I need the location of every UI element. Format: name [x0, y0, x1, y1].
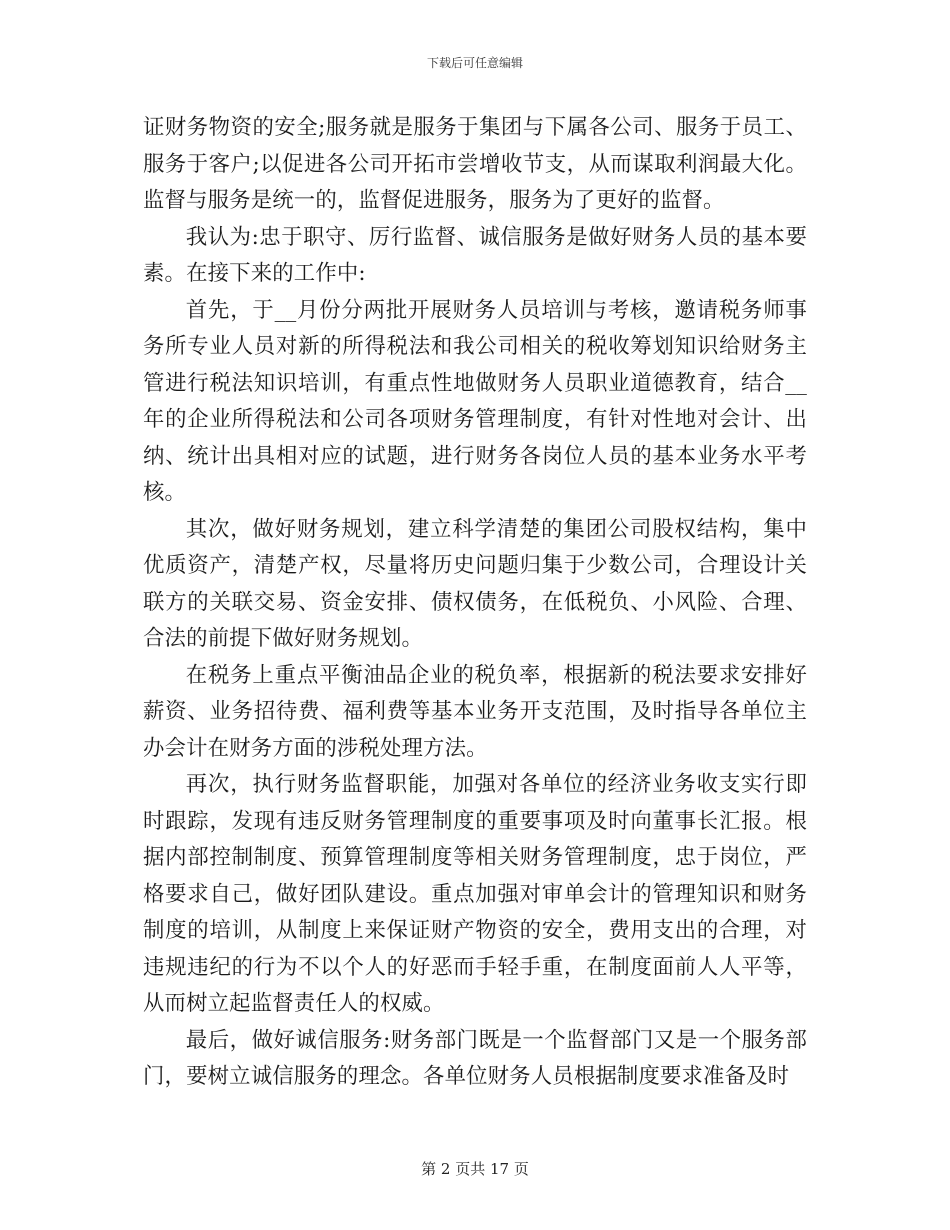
page-header: 下载后可任意编辑: [426, 56, 523, 70]
paragraph-first: 首先，于__月份分两批开展财务人员培训与考核，邀请税务师事务所专业人员对新的所得税法和我公司相关的税收筹划知识给财务主管进行税法知识培训，有重点性地做财务人员职业道德教育，结合__年的企业所得税法和公司各项财务管理制度，有针对性地对会计、出纳、统计出具相对应的试题，进行财务各岗位人员的基本业务水平考核。: [143, 297, 807, 505]
paragraph-tax: 在税务上重点平衡油品企业的税负率，根据新的税法要求安排好薪资、业务招待费、福利费等基本业务开支范围，及时指导各单位主办会计在财务方面的涉税处理方法。: [143, 662, 807, 761]
document-body: [143, 110, 807, 1096]
page-number-footer: 第 2 页共 17 页: [421, 1160, 529, 1178]
paragraph-basic-elements: 我认为:忠于职守、厉行监督、诚信服务是做好财务人员的基本要素。在接下来的工作中:: [143, 224, 807, 286]
paragraph-third: 再次，执行财务监督职能，加强对各单位的经济业务收支实行即时跟踪，发现有违反财务管理制度的重要事项及时向董事长汇报。根据内部控制制度、预算管理制度等相关财务管理制度，忠于岗位，严格要求自己，做好团队建设。重点加强对审单会计的管理知识和财务制度的培训，从制度上来保证财产物资的安全，费用支出的合理，对违规违纪的行为不以个人的好恶而手轻手重，在制度面前人人平等，从而树立起监督责任人的权威。: [143, 772, 807, 1016]
paragraph-last: 最后，做好诚信服务:财务部门既是一个监督部门又是一个服务部门，要树立诚信服务的理念。各单位财务人员根据制度要求准备及时: [143, 1027, 807, 1089]
paragraph-continuation: 证财务物资的安全;服务就是服务于集团与下属各公司、服务于员工、服务于客户;以促进各公司开拓市尝增收节支，从而谋取利润最大化。监督与服务是统一的，监督促进服务，服务为了更好的监督。: [143, 115, 807, 213]
paragraph-second: 其次，做好财务规划，建立科学清楚的集团公司股权结构，集中优质资产，清楚产权，尽量将历史问题归集于少数公司，合理设计关联方的关联交易、资金安排、债权债务，在低税负、小风险、合理、合法的前提下做好财务规划。: [143, 516, 807, 651]
